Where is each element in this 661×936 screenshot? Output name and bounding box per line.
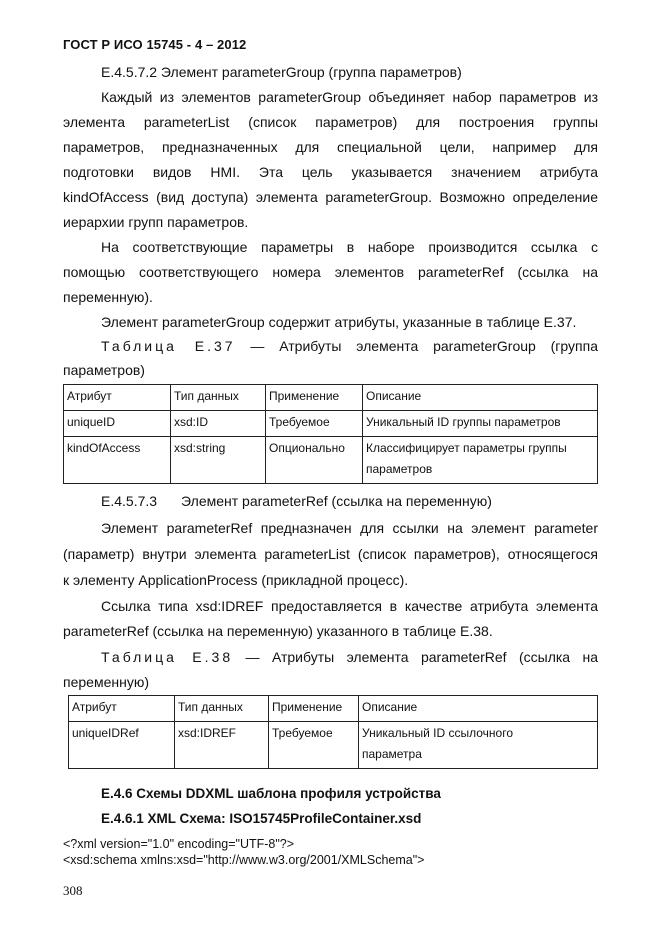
document-header: ГОСТ Р ИСО 15745 - 4 – 2012 <box>63 37 247 52</box>
caption-label: Таблица E.37 <box>101 338 236 354</box>
caption-text: — Атрибуты элемента parameterRef (ссылка на <box>245 649 599 665</box>
caption-line-2: переменную) <box>63 674 149 690</box>
text-line: переменную). <box>63 289 153 305</box>
text-line: к элементу ApplicationProcess (прикладной процесс). <box>63 572 409 588</box>
table-e37 <box>63 384 598 484</box>
paragraph-table-e37-reference: Элемент parameterGroup содержит атрибуты, указанные в таблице E.37. <box>101 314 577 330</box>
text-line: иерархии групп параметров. <box>63 214 249 230</box>
caption-line-2: параметров) <box>63 362 145 378</box>
header-cell: Применение <box>266 385 363 411</box>
table-cell: Опционально <box>266 437 363 484</box>
caption-line <box>101 648 598 666</box>
section-heading-e46: E.4.6 Схемы DDXML шаблона профиля устройства <box>101 786 441 801</box>
caption-text: — Атрибуты элемента parameterGroup (группа <box>250 338 598 354</box>
table-cell: kindOfAccess <box>64 437 171 484</box>
table-row <box>64 437 598 484</box>
table-row <box>64 411 598 437</box>
table-cell: uniqueID <box>64 411 171 437</box>
text-line: подготовки видов HMI. Эта цель указывается значением атрибута <box>63 164 598 180</box>
text-line: (параметр) внутри элемента parameterList (список параметров), относящегося <box>63 546 598 562</box>
table-header-row <box>64 385 598 411</box>
text-line: Каждый из элементов parameterGroup объединяет набор параметров из <box>101 89 598 105</box>
text-line: Элемент parameterRef предназначен для ссылки на элемент parameter <box>101 520 598 536</box>
section-heading-e4572: E.4.5.7.2 Элемент parameterGroup (группа параметров) <box>101 64 462 80</box>
header-cell: Атрибут <box>64 385 171 411</box>
table-cell: Уникальный ID группы параметров <box>363 411 598 437</box>
table-header-row <box>69 696 598 722</box>
text-line: элемента parameterList (список параметров) для построения группы <box>63 114 598 130</box>
caption-line <box>101 337 598 355</box>
header-cell: Тип данных <box>171 385 266 411</box>
header-cell: Атрибут <box>69 696 175 722</box>
table-cell: uniqueIDRef <box>69 722 175 769</box>
code-line: <?xml version="1.0" encoding="UTF-8"?> <box>63 837 295 851</box>
section-heading-e461: E.4.6.1 XML Схема: ISO15745ProfileContainer.xsd <box>101 811 422 826</box>
header-cell: Тип данных <box>175 696 269 722</box>
page-number: 308 <box>63 883 83 898</box>
table-cell: Классифицирует параметры группы параметров <box>363 437 598 484</box>
table-cell: xsd:string <box>171 437 266 484</box>
header-cell: Описание <box>359 696 598 722</box>
table-cell: xsd:ID <box>171 411 266 437</box>
table-cell: Требуемое <box>266 411 363 437</box>
text-line: parameterRef (ссылка на переменную) указанного в таблице E.38. <box>63 623 493 639</box>
text-line: помощью соответствующего номера элементов parameterRef (ссылка на <box>63 264 598 280</box>
code-line: <xsd:schema xmlns:xsd="http://www.w3.org/2001/XMLSchema"> <box>63 853 425 867</box>
heading-text: Элемент parameterRef (ссылка на переменную) <box>181 493 492 509</box>
table-row <box>69 722 598 769</box>
text-line: Ссылка типа xsd:IDREF предоставляется в качестве атрибута элемента <box>101 598 598 614</box>
table-e38 <box>68 695 598 769</box>
text-line: На соответствующие параметры в наборе производится ссылка с <box>101 239 598 255</box>
text-line: kindOfAccess (вид доступа) элемента parameterGroup. Возможно определение <box>63 189 598 205</box>
table-cell: Уникальный ID ссылочного параметра <box>359 722 598 769</box>
header-cell: Применение <box>269 696 359 722</box>
table-cell: xsd:IDREF <box>175 722 269 769</box>
caption-label: Таблица E.38 <box>101 649 234 665</box>
section-heading-e4573 <box>101 492 492 510</box>
heading-number: E.4.5.7.3 <box>101 493 158 509</box>
table-cell: Требуемое <box>269 722 359 769</box>
header-cell: Описание <box>363 385 598 411</box>
text-line: параметров, предназначенных для специальной цели, например для <box>63 139 598 155</box>
